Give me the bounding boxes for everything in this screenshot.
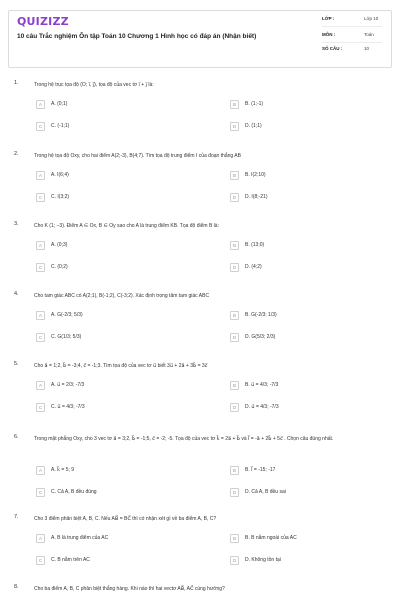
question-number: 1. <box>14 80 19 86</box>
answer-option[interactable] <box>36 241 201 251</box>
option-letter-box[interactable]: D <box>230 193 239 202</box>
answer-option[interactable] <box>230 263 395 273</box>
question-number: 4. <box>14 291 19 297</box>
option-letter-box[interactable]: D <box>230 263 239 272</box>
question-text: Cho tam giác ABC có A(2;1), B(-1;2), C(-3;2). Xác định trọng tâm tam giác ABC <box>34 293 210 299</box>
answer-option[interactable] <box>36 193 201 203</box>
answer-option[interactable] <box>36 171 201 181</box>
question-text: Cho ba điểm A, B, C phân biệt thẳng hàng. Khi nào thì hai vectơ AB⃗, AC⃗ cùng hướng? <box>34 586 225 592</box>
answer-option[interactable] <box>230 241 395 251</box>
option-text: C. (-1;1) <box>51 123 70 129</box>
answer-option[interactable] <box>230 311 395 321</box>
question-text: Trong hệ tọa độ Oxy, cho hai điểm A(2;-3), B(4;7). Tìm tọa độ trung điểm I của đoạn thẳng AB <box>34 153 241 159</box>
option-text: A. u⃗ = 2/3; -7/3 <box>51 382 85 388</box>
option-text: B. u⃗ = 4/3; -7/3 <box>245 382 279 388</box>
question-number: 8. <box>14 584 19 590</box>
option-text: B. B nằm ngoài của AC <box>245 535 297 541</box>
option-text: B. (13;0) <box>245 242 265 248</box>
option-text: B. l⃗ = -15; -17 <box>245 467 276 473</box>
option-text: A. G(-2/3; 5/3) <box>51 312 83 318</box>
option-text: A. B là trung điểm của AC <box>51 535 109 541</box>
answer-option[interactable] <box>36 403 201 413</box>
answer-option[interactable] <box>36 488 201 498</box>
quizizz-logo[interactable]: QUIZIZZ <box>17 15 69 28</box>
answer-option[interactable] <box>230 171 395 181</box>
option-text: C. I(3;2) <box>51 194 70 200</box>
document-title: 10 câu Trắc nghiệm Ôn tập Toán 10 Chương 1 Hình học có đáp án (Nhận biết) <box>17 33 257 40</box>
answer-option[interactable] <box>36 311 201 321</box>
option-letter-box[interactable]: D <box>230 333 239 342</box>
option-text: C. u⃗ = 4/3; -7/3 <box>51 404 85 410</box>
answer-option[interactable] <box>230 534 395 544</box>
option-text: D. G(5/3; 2/3) <box>245 334 276 340</box>
option-letter-box[interactable]: C <box>36 403 45 412</box>
option-letter-box[interactable]: A <box>36 311 45 320</box>
option-text: B. G(-2/3; 1/3) <box>245 312 277 318</box>
option-letter-box[interactable]: A <box>36 100 45 109</box>
option-letter-box[interactable]: C <box>36 556 45 565</box>
answer-option[interactable] <box>36 466 201 476</box>
answer-option[interactable] <box>230 122 395 132</box>
answer-option[interactable] <box>230 381 395 391</box>
option-letter-box[interactable]: C <box>36 193 45 202</box>
meta-value: Toán <box>364 32 374 37</box>
option-letter-box[interactable]: C <box>36 488 45 497</box>
question-number: 6. <box>14 434 19 440</box>
option-text: B. I(2;10) <box>245 172 266 178</box>
option-text: D. u⃗ = 4/3; -7/3 <box>245 404 279 410</box>
answer-option[interactable] <box>230 403 395 413</box>
option-letter-box[interactable]: D <box>230 403 239 412</box>
option-letter-box[interactable]: B <box>230 241 239 250</box>
option-letter-box[interactable]: A <box>36 381 45 390</box>
option-text: A. I(6;4) <box>51 172 69 178</box>
option-letter-box[interactable]: B <box>230 466 239 475</box>
answer-option[interactable] <box>230 466 395 476</box>
meta-key: MÔN : <box>322 32 336 37</box>
option-letter-box[interactable]: C <box>36 333 45 342</box>
answer-option[interactable] <box>36 263 201 273</box>
quiz-header <box>8 10 392 68</box>
question-text: Trong mặt phẳng Oxy, cho 3 vec tơ a⃗ = 3;2, b⃗ = -1;5, c⃗ = -2; -5. Tọa độ của vec tơ k⃗ = 2a⃗ + b⃗ và l⃗ = -a⃗ + 2b⃗ + 5c⃗ . Chọn câu đúng nhất. <box>34 436 334 442</box>
option-letter-box[interactable]: D <box>230 122 239 131</box>
question-text: Cho a⃗ = 1;2, b⃗ = -3;4, c⃗ = -1;3. Tìm tọa độ của vec tơ u⃗ biết 3u⃗ + 2a⃗ + 3b⃗ = 3c⃗ <box>34 363 208 369</box>
question-text: Cho K (1; −3). Điểm A ∈ Ox, B ∈ Oy sao cho A là trung điểm KB. Tọa độ điểm B là: <box>34 223 219 229</box>
answer-option[interactable] <box>36 381 201 391</box>
option-letter-box[interactable]: B <box>230 381 239 390</box>
answer-option[interactable] <box>230 488 395 498</box>
option-letter-box[interactable]: A <box>36 466 45 475</box>
option-letter-box[interactable]: C <box>36 263 45 272</box>
answer-option[interactable] <box>36 333 201 343</box>
meta-divider <box>322 42 382 43</box>
option-text: A. k⃗ = 5; 9 <box>51 467 75 473</box>
question-number: 5. <box>14 361 19 367</box>
meta-divider <box>322 26 382 27</box>
answer-option[interactable] <box>230 556 395 566</box>
option-text: B. (1;-1) <box>245 101 264 107</box>
option-letter-box[interactable]: B <box>230 100 239 109</box>
option-letter-box[interactable]: A <box>36 534 45 543</box>
answer-option[interactable] <box>36 534 201 544</box>
option-text: D. I(8;-21) <box>245 194 268 200</box>
answer-option[interactable] <box>230 193 395 203</box>
option-text: A. (0;1) <box>51 101 68 107</box>
question-number: 7. <box>14 514 19 520</box>
option-text: D. Cả A, B đều sai <box>245 489 286 495</box>
option-letter-box[interactable]: A <box>36 241 45 250</box>
option-letter-box[interactable]: D <box>230 488 239 497</box>
option-letter-box[interactable]: B <box>230 311 239 320</box>
option-text: D. Không tồn tại <box>245 557 281 563</box>
answer-option[interactable] <box>230 333 395 343</box>
option-text: D. (4;2) <box>245 264 262 270</box>
option-letter-box[interactable]: D <box>230 556 239 565</box>
option-letter-box[interactable]: B <box>230 171 239 180</box>
answer-option[interactable] <box>36 100 201 110</box>
option-text: A. (0;3) <box>51 242 68 248</box>
question-number: 2. <box>14 151 19 157</box>
option-letter-box[interactable]: B <box>230 534 239 543</box>
meta-key: LỚP : <box>322 16 335 21</box>
answer-option[interactable] <box>36 556 201 566</box>
meta-value: Lớp 10 <box>364 16 379 21</box>
question-text: Cho 3 điểm phân biệt A, B, C. Nếu AB⃗ = BC⃗ thì có nhận xét gì về ba điểm A, B, C? <box>34 516 217 522</box>
answer-option[interactable] <box>230 100 395 110</box>
option-letter-box[interactable]: C <box>36 122 45 131</box>
option-text: C. G(1/3; 5/3) <box>51 334 82 340</box>
option-letter-box[interactable]: A <box>36 171 45 180</box>
option-text: D. (1;1) <box>245 123 262 129</box>
meta-value: 10 <box>364 46 370 51</box>
option-text: C. (0;2) <box>51 264 68 270</box>
answer-option[interactable] <box>36 122 201 132</box>
meta-key: SỐ CÂU : <box>322 46 343 51</box>
option-text: C. Cả A, B đều đúng <box>51 489 97 495</box>
option-text: C. B nằm trên AC <box>51 557 90 563</box>
question-text: Trong hệ trục tọa độ (O; i⃗, j⃗), tọa độ của vec tơ i⃗ + j⃗ là: <box>34 82 154 88</box>
question-number: 3. <box>14 221 19 227</box>
